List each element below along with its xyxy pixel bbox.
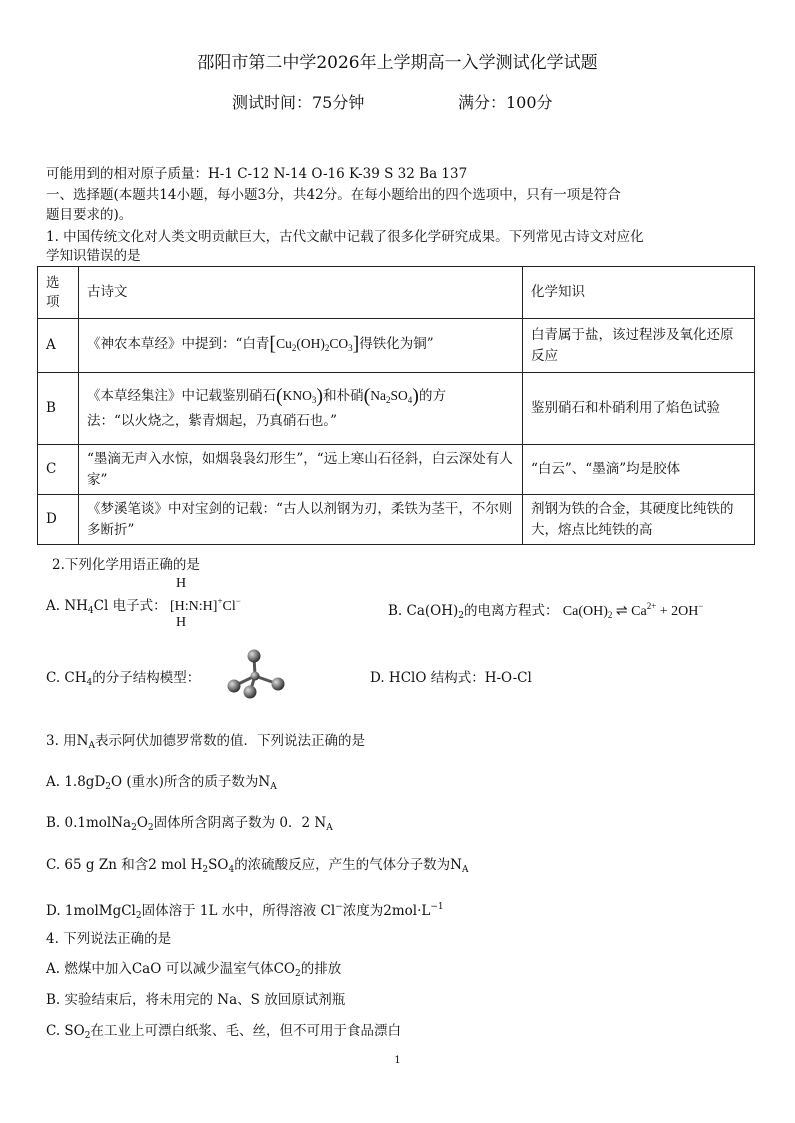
full-score: 满分：100分 [458, 93, 553, 112]
header-poem: 古诗文 [79, 267, 523, 319]
q3-stem: 3. 用$N_A$表示阿伏加德罗常数的值．下列说法正确的是 [46, 733, 365, 751]
q1-stem-line2: 学知识错误的是 [46, 248, 141, 264]
header-knowledge: 化学知识 [523, 267, 755, 319]
page-title: 邵阳市第二中学2026年上学期高一入学测试化学试题 [197, 53, 598, 73]
header-option: 选项 [38, 267, 79, 319]
q2-option-c: C. $CH_4$的分子结构模型： [46, 670, 201, 688]
q2-stem: 2.下列化学用语正确的是 [52, 557, 200, 573]
q4-option-c: C. $SO_2$在工业上可漂白纸浆、毛、丝，但不可用于食品漂白 [46, 1023, 401, 1041]
section1-line1: 一、选择题(本题共14小题，每小题3分，共42分。在每小题给出的四个选项中，只有一项是符合 [46, 187, 621, 203]
row-label: A [38, 319, 79, 373]
row-label: B [38, 373, 79, 445]
table-row [38, 373, 755, 445]
row-label: C [38, 445, 79, 495]
q2-option-d: D. HClO 结构式：H-O-Cl [370, 670, 532, 686]
row-knowledge: 剂钢为铁的合金，其硬度比纯铁的大，熔点比纯铁的高 [523, 495, 755, 545]
row-label: D [38, 495, 79, 545]
row-knowledge: 鉴别硝石和朴硝利用了焰色试验 [523, 373, 755, 445]
table-row [38, 495, 755, 545]
test-time: 测试时间：75分钟 [232, 93, 365, 112]
section1-line2: 题目要求的)。 [46, 207, 133, 223]
row-knowledge: “白云”、“墨滴”均是胶体 [523, 445, 755, 495]
table-header-row [38, 267, 755, 319]
nh4cl-electron-formula: [H:N:H]+Cl− [170, 596, 241, 614]
q3-option-b: B. $0.1molNa_2O_2$固体所含阴离子数为 0．2 $N_A$ [46, 815, 333, 833]
atomic-masses: 可能用到的相对原子质量：H-1 C-12 N-14 O-16 K-39 S 32 Ba 137 [46, 166, 468, 182]
q1-stem-line1: 1. 中国传统文化对人类文明贡献巨大，古代文献中记载了很多化学研究成果。下列常见古诗文对应化 [46, 229, 644, 245]
row-poem: 《本草经集注》中记载鉴别硝石$(KNO_3)$和朴硝$(Na_2SO_4)$的方 法：“以火烧之，紫青烟起，乃真硝石也。” [79, 373, 523, 445]
row-knowledge: 白青属于盐，该过程涉及氧化还原反应 [523, 319, 755, 373]
row-poem: 《梦溪笔谈》中对宝剑的记载：“古人以剂钢为刃，柔铁为茎干，不尔则多断折” [79, 495, 523, 545]
q4-option-a: A. 燃煤中加入CaO 可以减少温室气体$CO_2$的排放 [46, 961, 342, 979]
nh4cl-h-top: H [176, 576, 187, 591]
table-row [38, 319, 755, 373]
q2-option-a: A. $NH_4Cl$ 电子式： [46, 598, 167, 616]
q3-option-c: C. 65 g Zn 和含2 mol $H_2SO_4$的浓硫酸反应，产生的气体分子数为$N_A$ [46, 857, 469, 875]
q3-option-d: D. 1molMgCl$_2$固体溶于 1L 水中，所得溶液 Cl−浓度为$2mol\cdot L^{-1}$ [46, 902, 444, 921]
table-row [38, 445, 755, 495]
q1-table [37, 266, 755, 545]
row-poem: “墨滴无声入水惊，如烟袅袅幻形生”，“远上寒山石径斜，白云深处有人家” [79, 445, 523, 495]
ch4-ball-stick-model [222, 648, 288, 704]
nh4cl-h-bottom: H [176, 615, 187, 630]
q2-option-b: B. $Ca(OH)_2$的电离方程式： $Ca(OH)_2$ ⇌ $Ca^{2+} + 2OH^-$ [388, 601, 704, 621]
q3-option-a: A. $1.8gD_2O$ (重水)所含的质子数为$N_A$ [46, 774, 277, 792]
q4-stem: 4. 下列说法正确的是 [46, 931, 172, 947]
q4-option-b: B. 实验结束后，将未用完的 Na、S 放回原试剂瓶 [46, 992, 346, 1008]
page-number: 1 [394, 1055, 401, 1066]
row-poem: 《神农本草经》中提到：“白青$[Cu_2(OH)_2CO_3]$得铁化为铜” [79, 319, 523, 373]
